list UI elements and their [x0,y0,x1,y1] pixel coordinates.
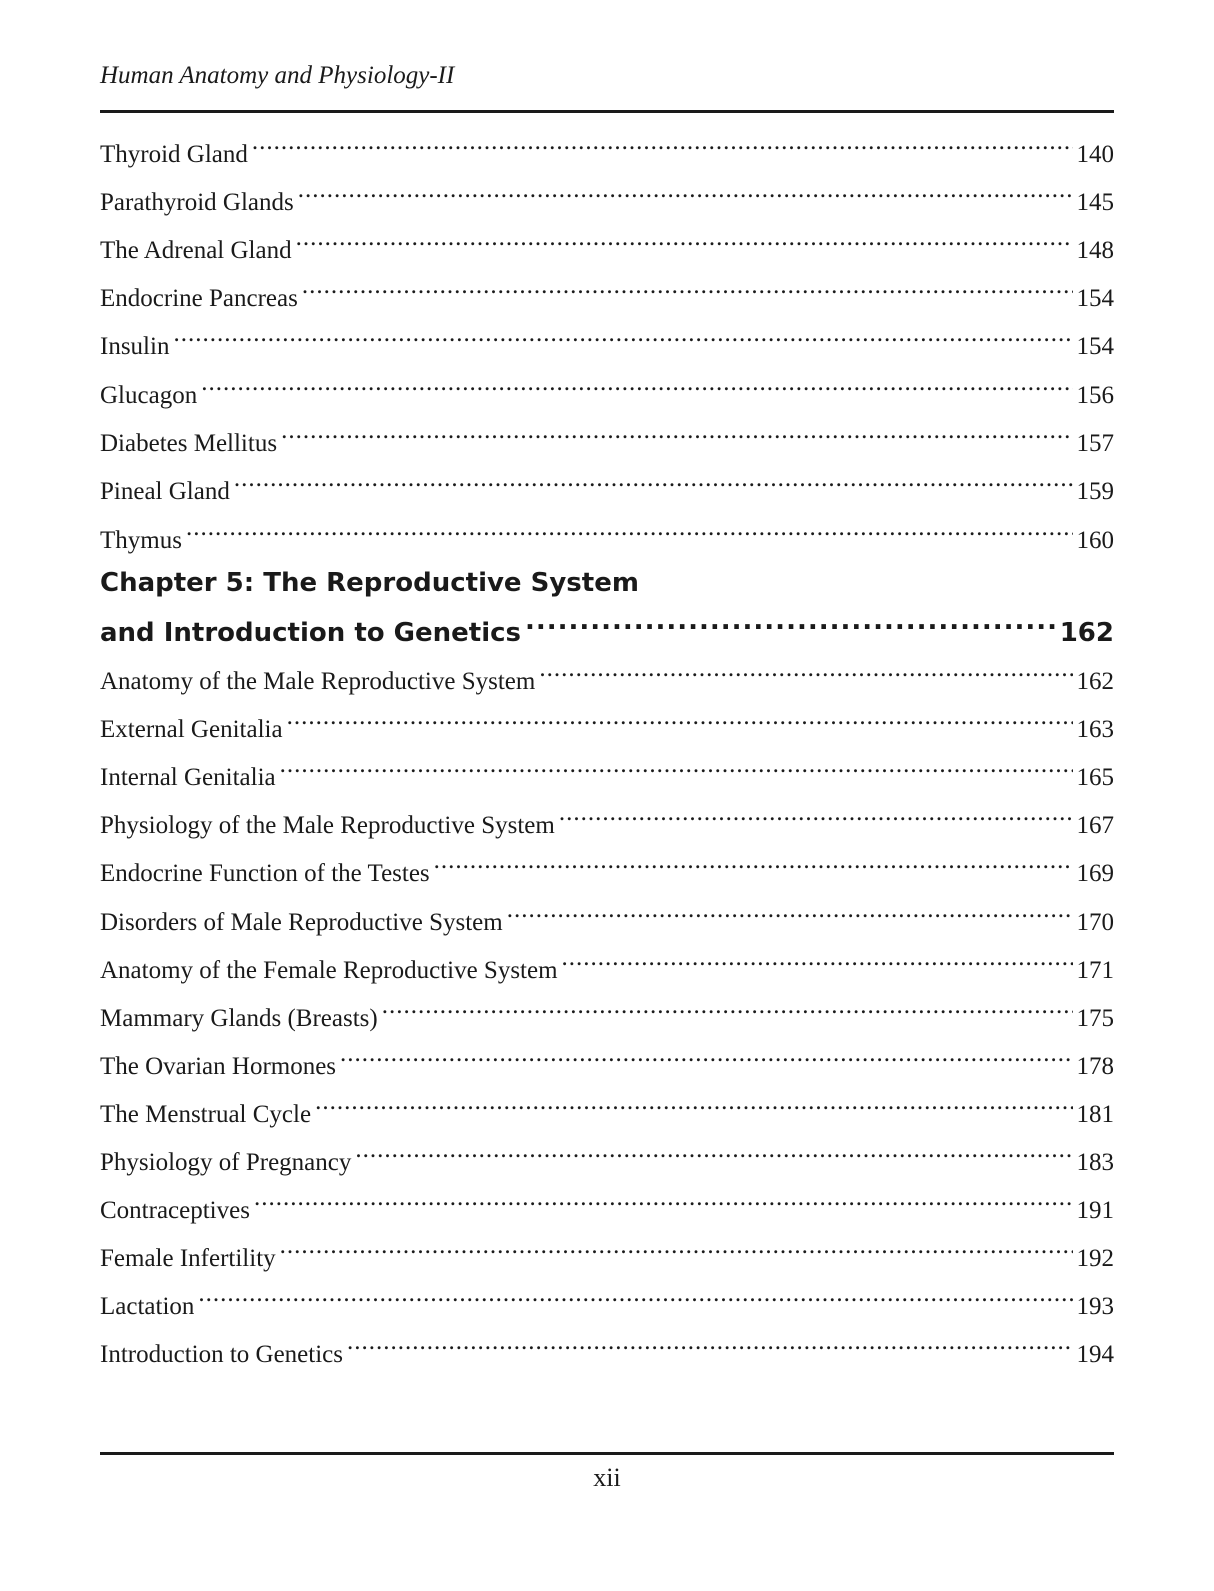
dot-leader [315,1082,1072,1122]
toc-entry[interactable] [100,170,1114,216]
dot-leader [201,363,1072,403]
toc-entry-title: Mammary Glands (Breasts) [100,1005,378,1032]
dot-leader [280,745,1073,785]
toc-entry-page: 159 [1076,478,1114,505]
toc-entry-page: 170 [1076,909,1114,936]
dot-leader [281,411,1072,451]
toc-entry-title: Parathyroid Glands [100,189,294,216]
toc-entry-title: Female Infertility [100,1245,276,1272]
toc-entry-page: 193 [1076,1293,1114,1320]
dot-leader [280,1226,1073,1266]
dot-leader [559,793,1073,833]
toc-entry-page: 194 [1076,1341,1114,1368]
running-header: Human Anatomy and Physiology-II [100,62,455,89]
dot-leader [287,697,1073,737]
toc-entry-page: 192 [1076,1245,1114,1272]
toc-entry[interactable] [100,122,1114,168]
dot-leader [525,601,1056,641]
toc-entry-page: 163 [1076,716,1114,743]
toc-entry-title: The Menstrual Cycle [100,1101,312,1128]
toc-entry-page: 154 [1076,285,1114,312]
dot-leader [298,170,1073,210]
dot-leader [434,841,1073,881]
toc-entry[interactable] [100,1322,1114,1368]
dot-leader [296,218,1073,258]
toc-entry-title: Diabetes Mellitus [100,430,278,457]
toc-entry[interactable] [100,266,1114,312]
toc-entry[interactable] [100,1130,1114,1176]
toc-entry[interactable] [100,1226,1114,1272]
toc-entry-page: 140 [1076,141,1114,168]
dot-leader [254,1178,1073,1218]
dot-leader [382,986,1073,1026]
toc-entry-page: 191 [1076,1197,1114,1224]
toc-entry-title: Internal Genitalia [100,764,276,791]
toc-entry-title: Physiology of Pregnancy [100,1149,352,1176]
toc-entry[interactable] [100,649,1114,695]
toc-entry-page: 183 [1076,1149,1114,1176]
toc-entry-page: 171 [1076,957,1114,984]
toc-entry-title: Contraceptives [100,1197,250,1224]
header-rule [100,110,1114,113]
toc-entry-title: The Ovarian Hormones [100,1053,337,1080]
toc-entry[interactable] [100,218,1114,264]
dot-leader [198,1274,1072,1314]
toc-entry-page: 154 [1076,333,1114,360]
toc-entry-title: Disorders of Male Reproductive System [100,909,503,936]
toc-entry[interactable] [100,508,1114,554]
toc-entry-title: Physiology of the Male Reproductive System [100,812,555,839]
toc-entry-title: Anatomy of the Male Reproductive System [100,668,536,695]
toc-entry[interactable] [100,363,1114,409]
toc-entry-page: 156 [1076,382,1114,409]
toc-entry-title: Pineal Gland [100,478,230,505]
toc-entry-page: 162 [1076,668,1114,695]
chapter-page: 162 [1059,618,1114,648]
toc-entry-title: Lactation [100,1293,195,1320]
toc-entry-page: 178 [1076,1053,1114,1080]
toc-entry[interactable] [100,697,1114,743]
dot-leader [173,314,1072,354]
toc-entry-title: The Adrenal Gland [100,237,292,264]
dot-leader [539,649,1072,689]
toc-entry-page: 169 [1076,860,1114,887]
toc-entry-page: 165 [1076,764,1114,791]
page-number: xii [593,1463,621,1492]
toc-entry-title: Endocrine Function of the Testes [100,860,430,887]
toc-entry[interactable] [100,314,1114,360]
dot-leader [340,1034,1072,1074]
toc-entry-page: 175 [1076,1005,1114,1032]
dot-leader [507,890,1073,930]
toc-entry-page: 145 [1076,189,1114,216]
toc-entry-title: Endocrine Pancreas [100,285,298,312]
dot-leader [562,938,1073,978]
toc-entry[interactable] [100,841,1114,887]
toc-entry[interactable] [100,793,1114,839]
footer-rule [100,1452,1114,1455]
toc-entry-page: 181 [1076,1101,1114,1128]
toc-entry[interactable] [100,745,1114,791]
dot-leader [234,459,1073,499]
toc-entry-title: Thymus [100,527,182,554]
dot-leader [347,1322,1073,1362]
dot-leader [252,122,1073,162]
toc-entry-title: Glucagon [100,382,198,409]
toc-entry-title: Introduction to Genetics [100,1341,343,1368]
dot-leader [355,1130,1072,1170]
chapter-heading-line1[interactable]: Chapter 5: The Reproductive System [100,568,639,598]
toc-entry-page: 167 [1076,812,1114,839]
toc-entry-title: Insulin [100,333,170,360]
dot-leader [186,508,1073,548]
toc-entry[interactable] [100,1034,1114,1080]
toc-entry[interactable] [100,1082,1114,1128]
toc-entry-title: Thyroid Gland [100,141,248,168]
chapter-heading-line2: and Introduction to Genetics [100,618,522,648]
toc-entry-page: 157 [1076,430,1114,457]
toc-entry[interactable] [100,459,1114,505]
toc-entry[interactable] [100,1178,1114,1224]
toc-entry[interactable] [100,1274,1114,1320]
toc-entry[interactable] [100,411,1114,457]
toc-entry-page: 160 [1076,527,1114,554]
toc-entry-title: External Genitalia [100,716,283,743]
toc-entry-title: Anatomy of the Female Reproductive System [100,957,558,984]
toc-entry[interactable] [100,890,1114,936]
toc-entry[interactable] [100,986,1114,1032]
dot-leader [302,266,1073,306]
chapter-heading-entry[interactable] [100,601,1114,648]
toc-entry[interactable] [100,938,1114,984]
toc-entry-page: 148 [1076,237,1114,264]
